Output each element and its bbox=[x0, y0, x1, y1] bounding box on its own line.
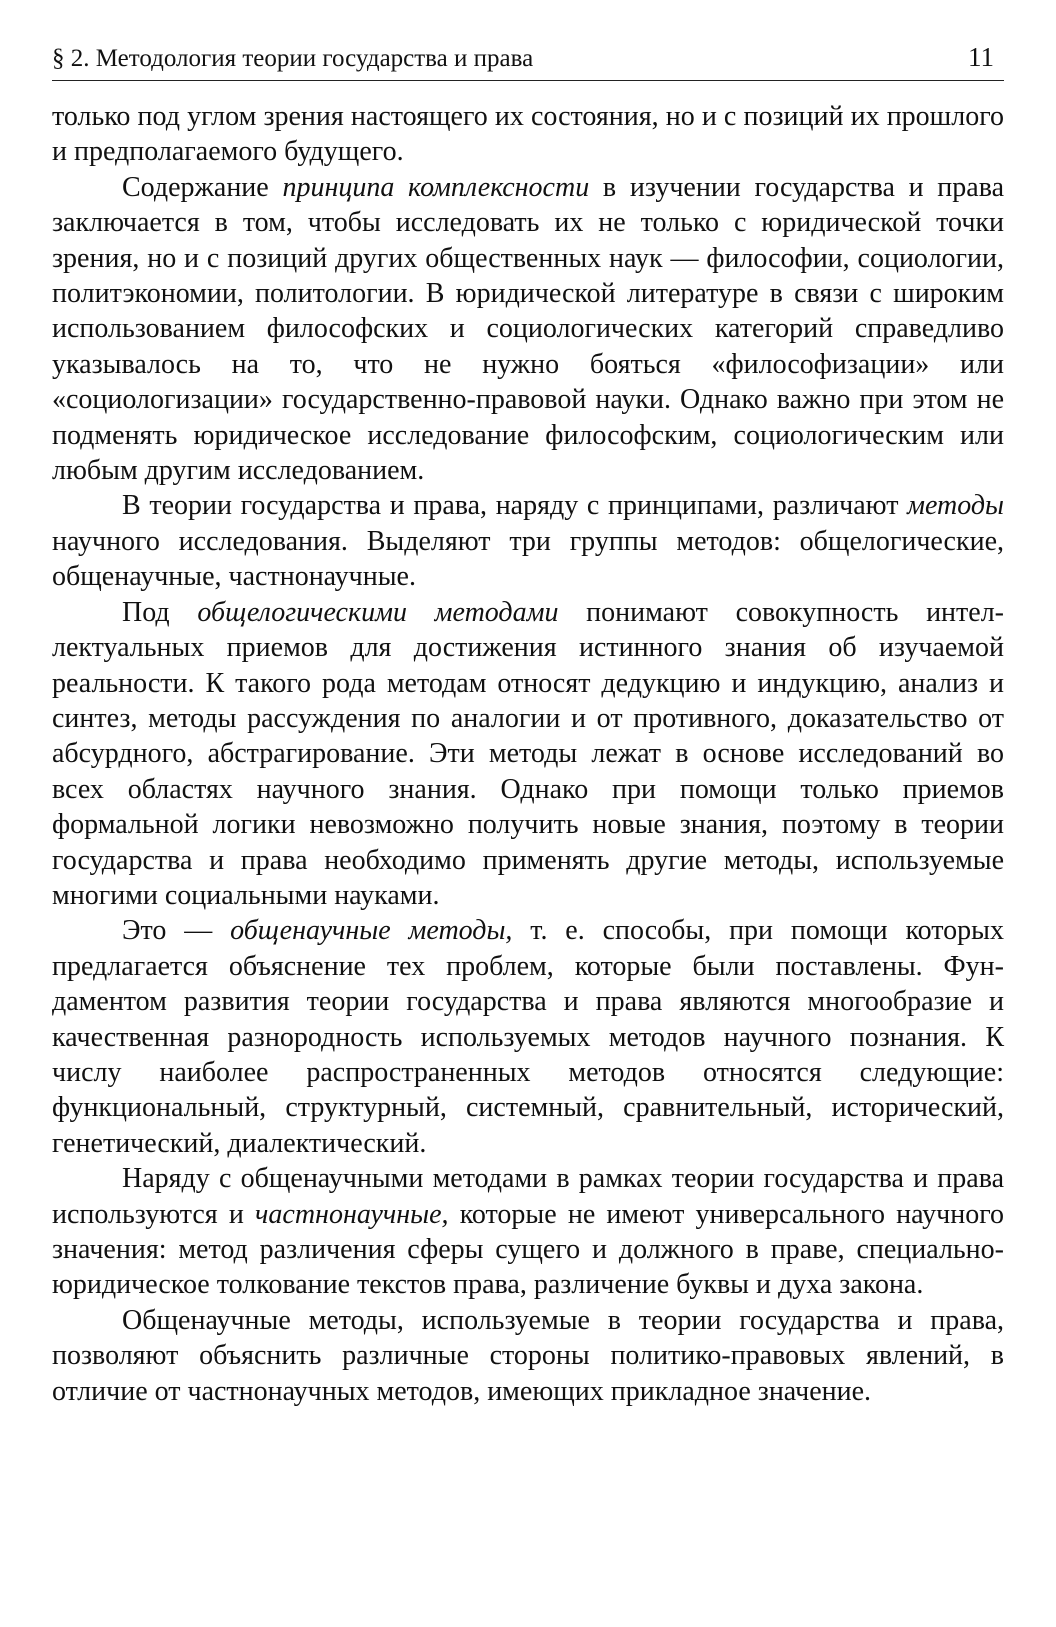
paragraph bbox=[52, 488, 1004, 594]
italic-term: частнонаучные, bbox=[255, 1198, 449, 1230]
paragraph bbox=[52, 99, 1004, 170]
text-run: Содержание bbox=[122, 171, 283, 203]
italic-term: общелогическими методами bbox=[197, 596, 559, 628]
text-run: Под bbox=[122, 596, 198, 628]
book-page bbox=[52, 40, 1004, 1409]
body-text bbox=[52, 99, 1004, 1409]
page-number: 11 bbox=[968, 42, 994, 72]
text-run: Наряду с общенаучными методами в рамках теории государства и права используются и bbox=[52, 1163, 1004, 1230]
text-run: Это — bbox=[122, 915, 231, 947]
paragraph bbox=[52, 1303, 1004, 1409]
paragraph bbox=[52, 170, 1004, 489]
italic-term: методы bbox=[907, 490, 1004, 522]
text-run: которые не имеют универсального научного значения: метод различения сферы сущего и должного в праве, специально-юридическое толкование текстов права, различение буквы и духа закона. bbox=[52, 1198, 1004, 1301]
paragraph bbox=[52, 913, 1004, 1161]
italic-term: принципа комплексности bbox=[282, 171, 590, 203]
paragraph bbox=[52, 1161, 1004, 1303]
italic-term: общенаучные методы, bbox=[230, 915, 513, 947]
paragraph bbox=[52, 595, 1004, 914]
section-title: § 2. Методология теории государства и права bbox=[52, 45, 534, 72]
text-run: понимают совокупность интеллектуальных приемов для достижения истинного знания об изучаемой реальности. К такого рода методам относят дедукцию и индукцию, анализ и синтез, методы рассуждения по аналогии и от противного, доказательство от абсурдного, абстрагирование. Эти методы лежат в основе исследований во всех областях научного знания. Однако при помощи только приемов формальной логики невозможно получить новые знания, поэтому в теории государства и права необходимо применять другие методы, используемые многими социальными науками. bbox=[52, 596, 1004, 911]
text-run: Общенаучные методы, используемые в теории государства и права, позволяют объяснить различные стороны политико-правовых явлений, в отличие от частнонаучных методов, имеющих прикладное значение. bbox=[52, 1304, 1004, 1407]
text-run: только под углом зрения настоящего их состояния, но и с позиций их прошлого и предполагаемого будущего. bbox=[52, 101, 1004, 168]
text-run: В теории государства и права, наряду с принципами, различают bbox=[122, 490, 908, 522]
text-run: научного исследования. Выделяют три группы методов: общелогические, общенаучные, частнонаучные. bbox=[52, 525, 1004, 593]
running-head bbox=[52, 40, 1004, 81]
text-run: в изучении государства и права заключается в том, чтобы исследовать их не только с юридической точки зрения, но и с позиций других общественных наук — философии, социологии, политэкономии, политологии. В юридической литературе в связи с широким использованием философских и социологических категорий справедливо указывалось на то, что не нужно бояться «философизации» или «социологизации» государственно-правовой науки. Однако важно при этом не подменять юридическое исследование философским, социологическим или любым другим исследованием. bbox=[52, 171, 1005, 487]
text-run: т. е. способы, при помощи которых предлагается объяснение тех проблем, которые были поставлены. Фундаментом развития теории государства и права являются многообразие и качественная разнородность используемых методов научного познания. К числу наиболее распространенных методов относятся следующие: функциональный, структурный, системный, сравнительный, исторический, генетический, диалектический. bbox=[52, 915, 1004, 1159]
